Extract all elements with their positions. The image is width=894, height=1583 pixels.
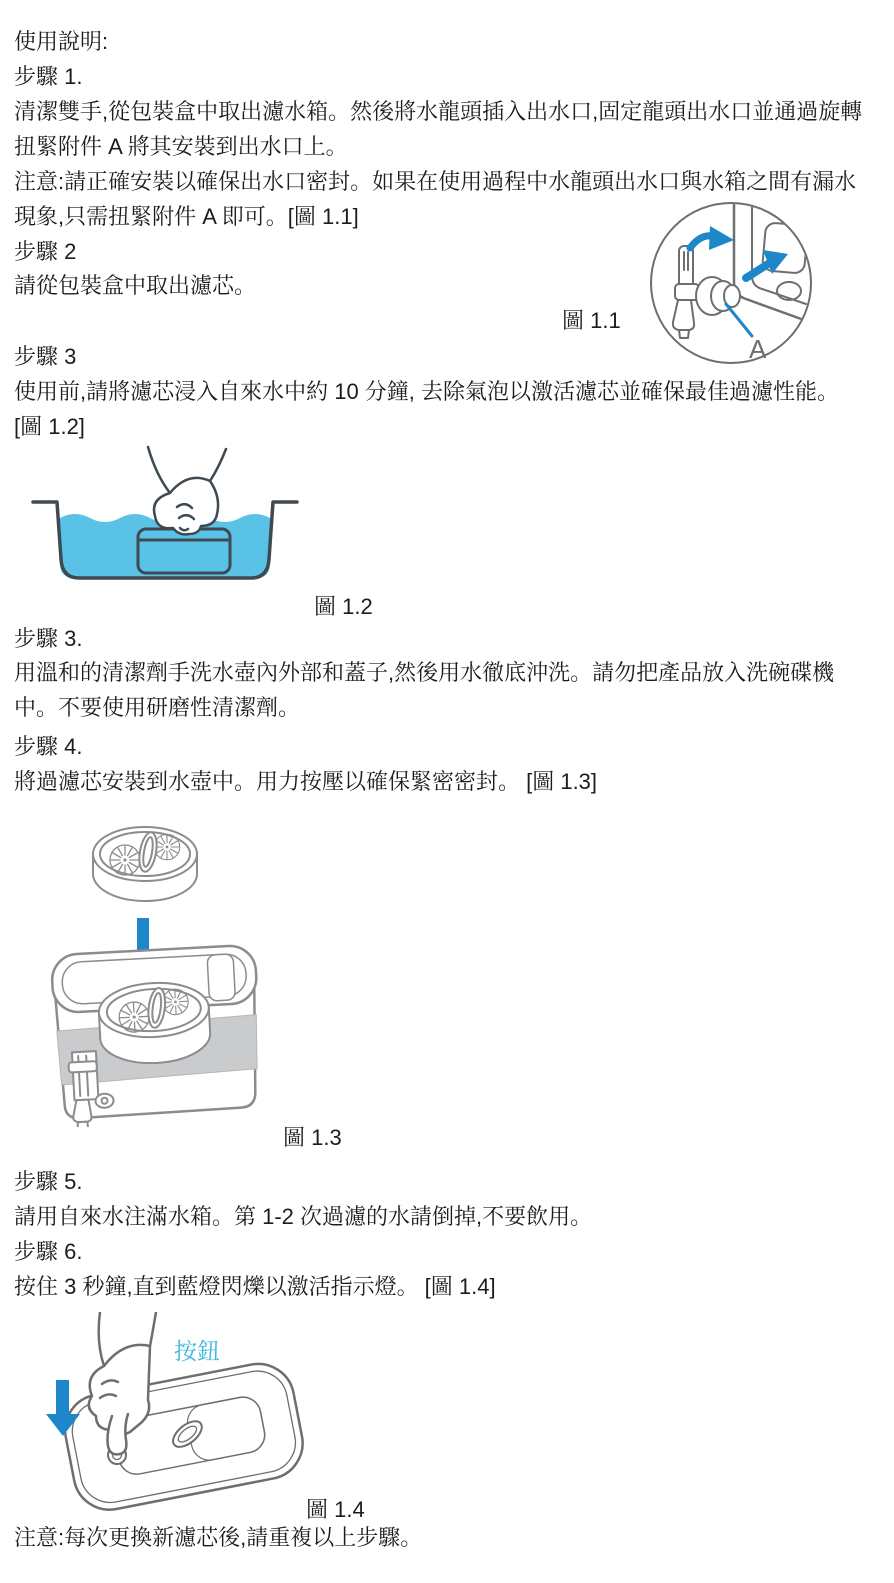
figure-1-2-soaking-illustration — [30, 445, 300, 595]
step-2-label: 步驟 2 — [14, 239, 77, 264]
cartridge-in-tank-sketch — [98, 980, 212, 1066]
figure-1-3-install-illustration — [45, 812, 320, 1127]
figure-1-4-caption: 圖 1.4 — [306, 1497, 365, 1522]
step-1-label: 步驟 1. — [14, 64, 83, 89]
fill-notch — [207, 954, 235, 1001]
figure-1-1-faucet-illustration — [646, 198, 816, 368]
filter-cartridge-top-sketch — [93, 827, 197, 901]
step-2-text: 請從包裝盒中取出濾芯。 — [14, 273, 257, 298]
footer-note: 注意:每次更換新濾芯後,請重複以上步驟。 — [14, 1525, 423, 1550]
part-label-a: A — [749, 334, 767, 364]
step-1-note: 注意:請正確安裝以確保出水口密封。如果在使用過程中水龍頭出水口與水箱之間有漏水現象,只需扭緊附件 A 即可。[圖 1.1] — [14, 169, 857, 229]
step-1-text: 清潔雙手,從包裝盒中取出濾水箱。然後將水龍頭插入出水口,固定龍頭出水口並通過旋轉扭緊附件 A 將其安裝到出水口上。 — [14, 99, 863, 159]
step-4-text: 將過濾芯安裝到水壺中。用力按壓以確保緊密密封。 [圖 1.3] — [14, 769, 598, 794]
hand-sketch — [148, 447, 226, 534]
step-3a-label: 步驟 3 — [14, 344, 77, 369]
page-title: 使用說明: — [14, 29, 109, 54]
step-3a-text: 使用前,請將濾芯浸入自來水中約 10 分鐘, 去除氣泡以激活濾芯並確保最佳過濾性能。 [圖 1.2] — [14, 379, 846, 439]
dispenser-tank-sketch — [51, 945, 264, 1127]
figure-1-1-caption: 圖 1.1 — [562, 308, 621, 333]
step-5-text: 請用自來水注滿水箱。第 1-2 次過濾的水請倒掉,不要飲用。 — [14, 1204, 593, 1229]
step-6-label: 步驟 6. — [14, 1239, 83, 1264]
button-callout-label: 按鈕 — [174, 1338, 220, 1364]
step-5-label: 步驟 5. — [14, 1169, 83, 1194]
figure-1-2-caption: 圖 1.2 — [314, 594, 373, 619]
step-6-text: 按住 3 秒鐘,直到藍燈閃爍以激活指示燈。 [圖 1.4] — [14, 1274, 496, 1299]
step-3b-text: 用溫和的清潔劑手洗水壺內外部和蓋子,然後用水徹底沖洗。請勿把產品放入洗碗碟機中。不要使用研磨性清潔劑。 — [14, 660, 835, 720]
figure-1-3-caption: 圖 1.3 — [283, 1125, 342, 1150]
step-3b-label: 步驟 3. — [14, 626, 83, 651]
step-4-label: 步驟 4. — [14, 734, 83, 759]
